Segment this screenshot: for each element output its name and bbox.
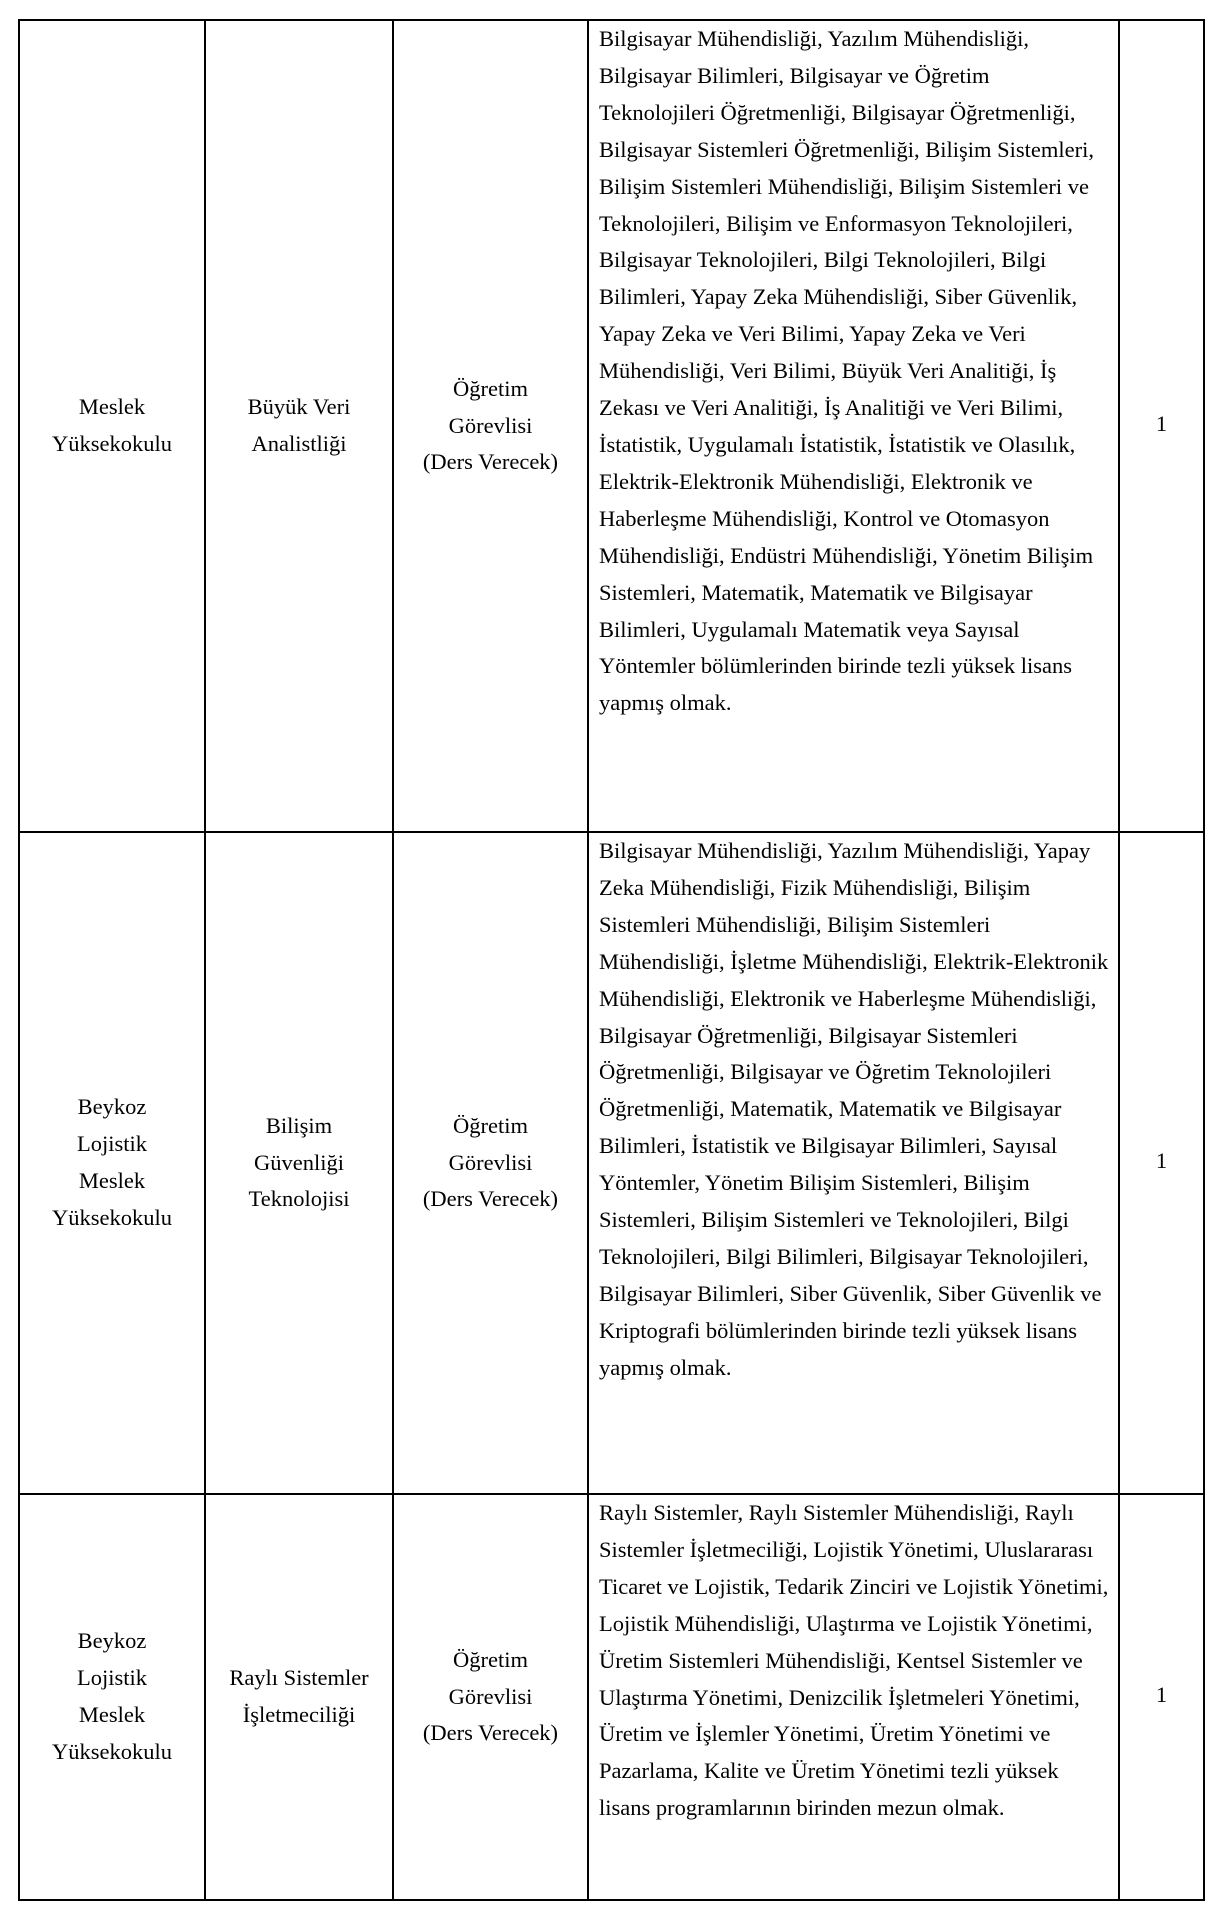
count-text: 1 [1155, 1681, 1168, 1707]
requirements-text: Bilgisayar Mühendisliği, Yazılım Mühendisliği, Bilgisayar Bilimleri, Bilgisayar ve Öğretim Teknolojileri Öğretmenliği, Bilgisayar Öğretmenliği, Bilgisayar Sistemleri Öğretmenliği, Bilişim Sistemleri, Bilişim Sistemleri Mühendisliği, Bilişim Sistemleri ve Teknolojileri, Bilişim ve Enformasyon Teknolojileri, Bilgisayar Teknolojileri, Bilgi Teknolojileri, Bilgi Bilimleri, Yapay Zeka Mühendisliği, Siber Güvenlik, Yapay Zeka ve Veri Bilimi, Yapay Zeka ve Veri Mühendisliği, Veri Bilimi, Büyük Veri Analitiği, İş Zekası ve Veri Analitiği, İş Analitiği ve Veri Bilimi, İstatistik, Uygulamalı İstatistik, İstatistik ve Olasılık, Elektrik-Elektronik Mühendisliği, Elektronik ve Haberleşme Mühendisliği, Kontrol ve Otomasyon Mühendisliği, Endüstri Mühendisliği, Yönetim Bilişim Sistemleri, Matematik, Matematik ve Bilgisayar Bilimleri, Uygulamalı Matematik veya Sayısal Yöntemler bölümlerinden birinde tezli yüksek lisans yapmış olmak. [599, 26, 1094, 716]
unit-cell [19, 20, 205, 832]
program-cell [205, 832, 393, 1494]
positions-table [18, 19, 1205, 1901]
position-text: Öğretim Görevlisi (Ders Verecek) [422, 375, 559, 475]
count-text: 1 [1155, 1147, 1168, 1173]
position-text: Öğretim Görevlisi (Ders Verecek) [422, 1646, 559, 1746]
requirements-cell [588, 1494, 1119, 1900]
program-text: Büyük Veri Analistliği [247, 394, 351, 456]
position-cell [393, 1494, 588, 1900]
count-cell [1119, 1494, 1204, 1900]
unit-text: Beykoz Lojistik Meslek Yüksekokulu [52, 1094, 172, 1230]
count-text: 1 [1155, 410, 1168, 436]
unit-text: Beykoz Lojistik Meslek Yüksekokulu [52, 1628, 172, 1764]
unit-cell [19, 1494, 205, 1900]
table-row [19, 1494, 1204, 1900]
unit-text: Meslek Yüksekokulu [52, 394, 172, 456]
count-cell [1119, 832, 1204, 1494]
position-cell [393, 20, 588, 832]
table-row [19, 832, 1204, 1494]
requirements-text: Bilgisayar Mühendisliği, Yazılım Mühendisliği, Yapay Zeka Mühendisliği, Fizik Mühendisliği, Bilişim Sistemleri Mühendisliği, Bilişim Sistemleri Mühendisliği, İşletme Mühendisliği, Elektrik-Elektronik Mühendisliği, Elektronik ve Haberleşme Mühendisliği, Bilgisayar Öğretmenliği, Bilgisayar Sistemleri Öğretmenliği, Bilgisayar ve Öğretim Teknolojileri Öğretmenliği, Matematik, Matematik ve Bilgisayar Bilimleri, İstatistik ve Bilgisayar Bilimleri, Sayısal Yöntemler, Yönetim Bilişim Sistemleri, Bilişim Sistemleri, Bilişim Sistemleri ve Teknolojileri, Bilgi Teknolojileri, Bilgi Bilimleri, Bilgisayar Teknolojileri, Bilgisayar Bilimleri, Siber Güvenlik, Siber Güvenlik ve Kriptografi bölümlerinden birinde tezli yüksek lisans yapmış olmak. [599, 838, 1109, 1380]
requirements-cell [588, 20, 1119, 832]
unit-cell [19, 832, 205, 1494]
count-cell [1119, 20, 1204, 832]
requirements-text: Raylı Sistemler, Raylı Sistemler Mühendisliği, Raylı Sistemler İşletmeciliği, Lojistik Yönetimi, Uluslararası Ticaret ve Lojistik, Tedarik Zinciri ve Lojistik Yönetimi, Lojistik Mühendisliği, Ulaştırma ve Lojistik Yönetimi, Üretim Sistemleri Mühendisliği, Kentsel Sistemler ve Ulaştırma Yönetimi, Denizcilik İşletmeleri Yönetimi, Üretim ve İşlemler Yönetimi, Üretim Yönetimi ve Pazarlama, Kalite ve Üretim Yönetimi tezli yüksek lisans programlarının birinden mezun olmak. [599, 1500, 1109, 1821]
program-text: Raylı Sistemler İşletmeciliği [229, 1665, 369, 1727]
program-text: Bilişim Güvenliği Teknolojisi [248, 1112, 350, 1212]
position-text: Öğretim Görevlisi (Ders Verecek) [422, 1112, 559, 1212]
table-row [19, 20, 1204, 832]
program-cell [205, 1494, 393, 1900]
position-cell [393, 832, 588, 1494]
requirements-cell [588, 832, 1119, 1494]
program-cell [205, 20, 393, 832]
